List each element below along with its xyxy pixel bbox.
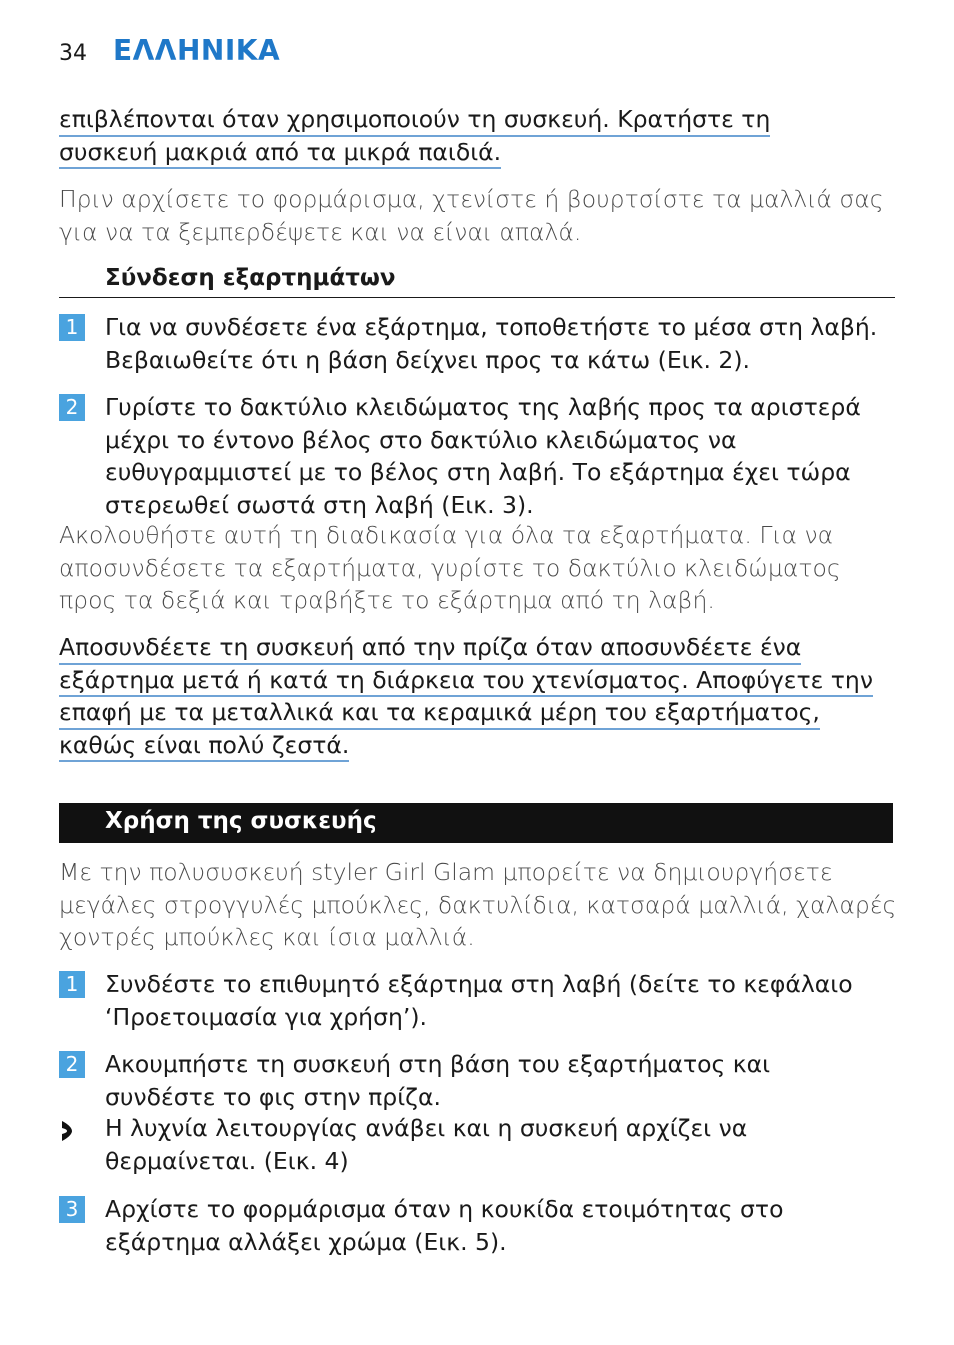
step-text <box>105 1193 905 1258</box>
attach-step-1 <box>59 311 899 377</box>
section-heading-attach-label: Σύνδεση εξαρτημάτων <box>105 265 396 291</box>
use-step-3 <box>59 1193 899 1259</box>
warning-line: Αποσυνδέετε τη συσκευή από την πρίζα όταν αποσυνδέετε ένα <box>59 632 801 665</box>
attach-step-2 <box>59 391 899 521</box>
step-line: Για να συνδέσετε ένα εξάρτημα, τοποθετήστε το μέσα στη λαβή. <box>105 313 878 341</box>
use-intro <box>59 856 899 954</box>
step-line: Γυρίστε το δακτύλιο κλειδώματος της λαβής προς τα αριστερά <box>105 393 861 421</box>
note-line: αποσυνδέσετε τα εξαρτήματα, γυρίστε το δακτύλιο κλειδώματος <box>59 553 841 582</box>
use-intro-line: μεγάλες στρογγυλές μπούκλες, δακτυλίδια, κατσαρά μαλλιά, χαλαρές <box>59 890 897 919</box>
section-heading-use-label: Χρήση της συσκευής <box>105 808 377 834</box>
note-line: Ακολουθήστε αυτή τη διαδικασία για όλα τα εξαρτήματα. Για να <box>59 521 834 549</box>
intro-paragraph <box>59 183 899 248</box>
step-line: Αρχίστε το φορμάρισμα όταν η κουκίδα ετοιμότητας στο <box>105 1195 784 1223</box>
step-number-badge: 2 <box>59 394 85 421</box>
step-number-badge: 1 <box>59 971 85 998</box>
result-line: Η λυχνία λειτουργίας ανάβει και η συσκευή αρχίζει να <box>105 1114 748 1142</box>
use-step-2-result <box>59 1112 899 1178</box>
step-line: συνδέστε το φις στην πρίζα. <box>105 1082 441 1111</box>
step-number-badge: 2 <box>59 1051 85 1078</box>
use-step-1 <box>59 968 899 1034</box>
language-title: ΕΛΛΗΝΙΚΑ <box>113 34 281 67</box>
step-line: Ακουμπήστε τη συσκευή στη βάση του εξαρτήματος και <box>105 1050 771 1078</box>
use-intro-line: χοντρές μπούκλες και ίσια μαλλιά. <box>59 923 475 951</box>
note-line: προς τα δεξιά και τραβήξτε το εξάρτημα από τη λαβή. <box>59 586 715 614</box>
step-number-badge: 3 <box>59 1196 85 1223</box>
page-number: 34 <box>59 41 87 66</box>
step-line: μέχρι το έντονο βέλος στο δακτύλιο κλειδώματος να <box>105 425 737 454</box>
step-line: ευθυγραμμιστεί με το βέλος στη λαβή. Το εξάρτημα έχει τώρα <box>105 458 851 486</box>
page-header <box>59 34 280 74</box>
result-line: θερμαίνεται. (Εικ. 4) <box>105 1146 349 1175</box>
step-line: εξάρτημα αλλάξει χρώμα (Εικ. 5). <box>105 1227 507 1256</box>
step-line: στερεωθεί σωστά στη λαβή (Εικ. 3). <box>105 490 534 519</box>
warning-top-line: συσκευή μακριά από τα μικρά παιδιά. <box>59 137 501 170</box>
warning-top-line: επιβλέπονται όταν χρησιμοποιούν τη συσκευή. Κρατήστε τη <box>59 104 770 137</box>
result-text <box>105 1112 905 1177</box>
step-line: Συνδέστε το επιθυμητό εξάρτημα στη λαβή (δείτε το κεφάλαιο <box>105 970 853 998</box>
warning-line: επαφή με τα μεταλλικά και τα κεραμικά μέρη του εξαρτήματος, <box>59 697 820 730</box>
step-text <box>105 968 905 1033</box>
step-text <box>105 1048 905 1113</box>
section-heading-attach <box>59 263 895 298</box>
warning-line: εξάρτημα μετά ή κατά τη διάρκεια του χτενίσματος. Αποφύγετε την <box>59 665 873 698</box>
intro-line: Πριν αρχίσετε το φορμάρισμα, χτενίστε ή βουρτσίστε τα μαλλιά σας <box>59 185 884 213</box>
step-number-badge: 1 <box>59 314 85 341</box>
attach-note <box>59 519 899 617</box>
warning-top <box>59 104 899 169</box>
step-text <box>105 311 905 376</box>
step-line: Βεβαιωθείτε ότι η βάση δείχνει προς τα κάτω (Εικ. 2). <box>105 345 751 374</box>
use-intro-line: Με την πολυσυσκευή styler Girl Glam μπορείτε να δημιουργήσετε <box>59 858 833 886</box>
warning-line: καθώς είναι πολύ ζεστά. <box>59 730 349 763</box>
step-text <box>105 391 905 521</box>
intro-line: για να τα ξεμπερδέψετε και να είναι απαλά. <box>59 217 582 246</box>
step-line: ‘Προετοιμασία για χρήση’). <box>105 1002 427 1031</box>
section-heading-use <box>59 803 893 843</box>
attach-warning <box>59 632 899 762</box>
use-step-2 <box>59 1048 899 1114</box>
